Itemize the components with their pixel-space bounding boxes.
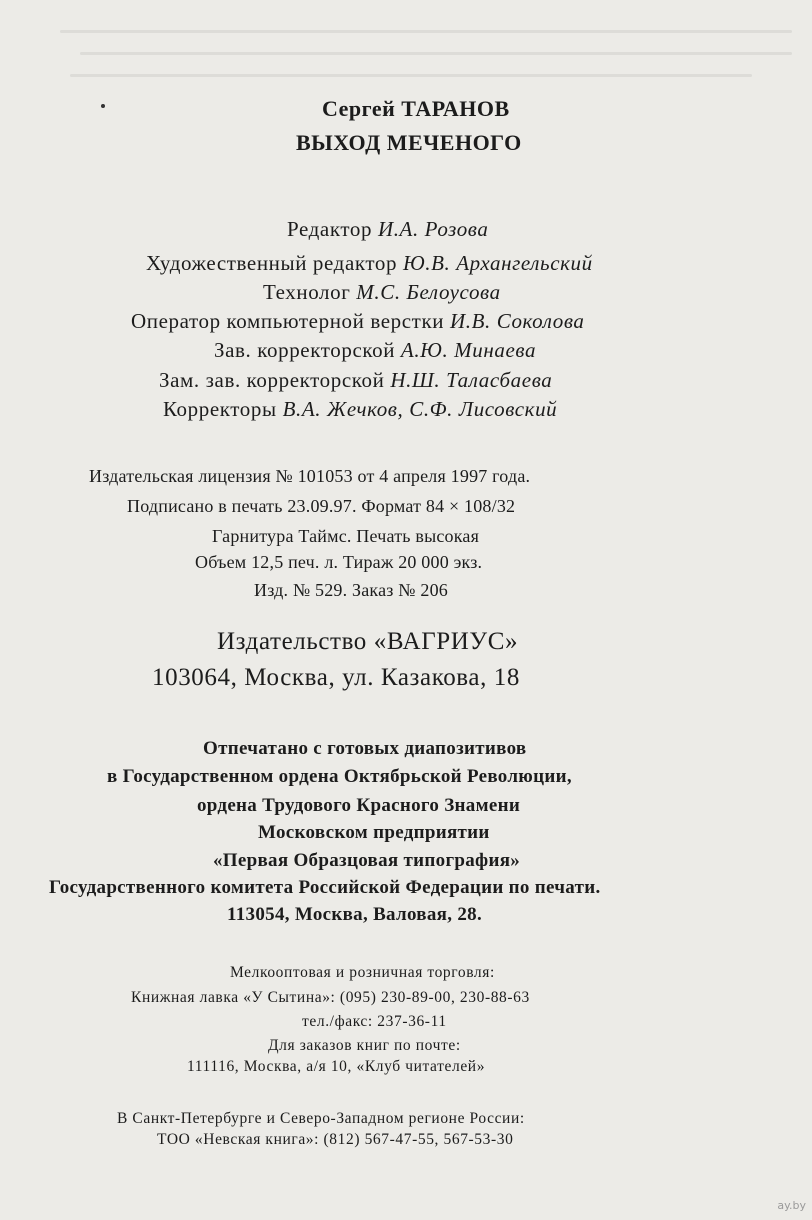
printing-line: Государственного комитета Российской Федерации по печати. xyxy=(49,877,601,898)
credit-role: Оператор компьютерной верстки xyxy=(131,309,445,333)
credit-name: М.С. Белоусова xyxy=(356,280,501,304)
credit-name: И.В. Соколова xyxy=(449,309,585,333)
regional-line: ТОО «Невская книга»: (812) 567-47-55, 567-53-30 xyxy=(157,1131,514,1148)
credit-line xyxy=(159,368,552,393)
show-through-line xyxy=(60,30,792,33)
credit-name: Н.Ш. Таласбаева xyxy=(390,368,553,392)
sales-line: Мелкооптовая и розничная торговля: xyxy=(230,964,495,981)
printing-line: Отпечатано с готовых диапозитивов xyxy=(203,738,527,759)
book-author: Сергей ТАРАНОВ xyxy=(322,96,510,121)
spec-line: Изд. № 529. Заказ № 206 xyxy=(254,580,448,600)
credit-line xyxy=(263,280,501,305)
credit-name: А.Ю. Минаева xyxy=(400,338,537,362)
show-through-line xyxy=(80,52,792,55)
publisher-address: 103064, Москва, ул. Казакова, 18 xyxy=(152,664,520,691)
regional-line: В Санкт-Петербурге и Северо-Западном регионе России: xyxy=(117,1110,525,1127)
sales-line: Для заказов книг по почте: xyxy=(268,1037,461,1054)
printing-line: ордена Трудового Красного Знамени xyxy=(197,795,521,816)
credit-role: Художественный редактор xyxy=(146,251,398,275)
credit-name: В.А. Жечков, С.Ф. Лисовский xyxy=(282,397,558,421)
publisher-name: Издательство «ВАГРИУС» xyxy=(217,628,519,655)
spec-line: Гарнитура Таймс. Печать высокая xyxy=(212,526,480,546)
sales-line: тел./факс: 237-36-11 xyxy=(302,1013,447,1030)
credit-role: Корректоры xyxy=(163,397,277,421)
credit-line xyxy=(214,338,536,363)
sales-line: 111116, Москва, а/я 10, «Клуб читателей» xyxy=(187,1058,486,1075)
credit-role: Зав. корректорской xyxy=(214,338,396,362)
credit-role: Технолог xyxy=(263,280,351,304)
credit-name: И.А. Розова xyxy=(377,217,489,241)
show-through-line xyxy=(70,74,752,77)
book-title: ВЫХОД МЕЧЕНОГО xyxy=(296,130,522,155)
credit-line xyxy=(146,251,593,276)
print-speck xyxy=(101,104,105,108)
spec-line: Объем 12,5 печ. л. Тираж 20 000 экз. xyxy=(195,552,483,572)
site-watermark: ay.by xyxy=(777,1199,806,1212)
credit-line xyxy=(163,397,557,422)
credit-role: Редактор xyxy=(287,217,373,241)
spec-line: Издательская лицензия № 101053 от 4 апреля 1997 года. xyxy=(89,466,531,486)
printing-line: 113054, Москва, Валовая, 28. xyxy=(227,904,482,925)
credit-role: Зам. зав. корректорской xyxy=(159,368,385,392)
printing-line: Московском предприятии xyxy=(258,822,490,843)
credit-name: Ю.В. Архангельский xyxy=(402,251,593,275)
credit-line xyxy=(131,309,585,334)
spec-line: Подписано в печать 23.09.97. Формат 84 × 108/32 xyxy=(127,496,516,516)
printing-line: в Государственном ордена Октябрьской Революции, xyxy=(107,766,572,787)
credit-line xyxy=(287,217,488,242)
printing-line: «Первая Образцовая типография» xyxy=(213,850,521,871)
sales-line: Книжная лавка «У Сытина»: (095) 230-89-00, 230-88-63 xyxy=(131,989,530,1006)
